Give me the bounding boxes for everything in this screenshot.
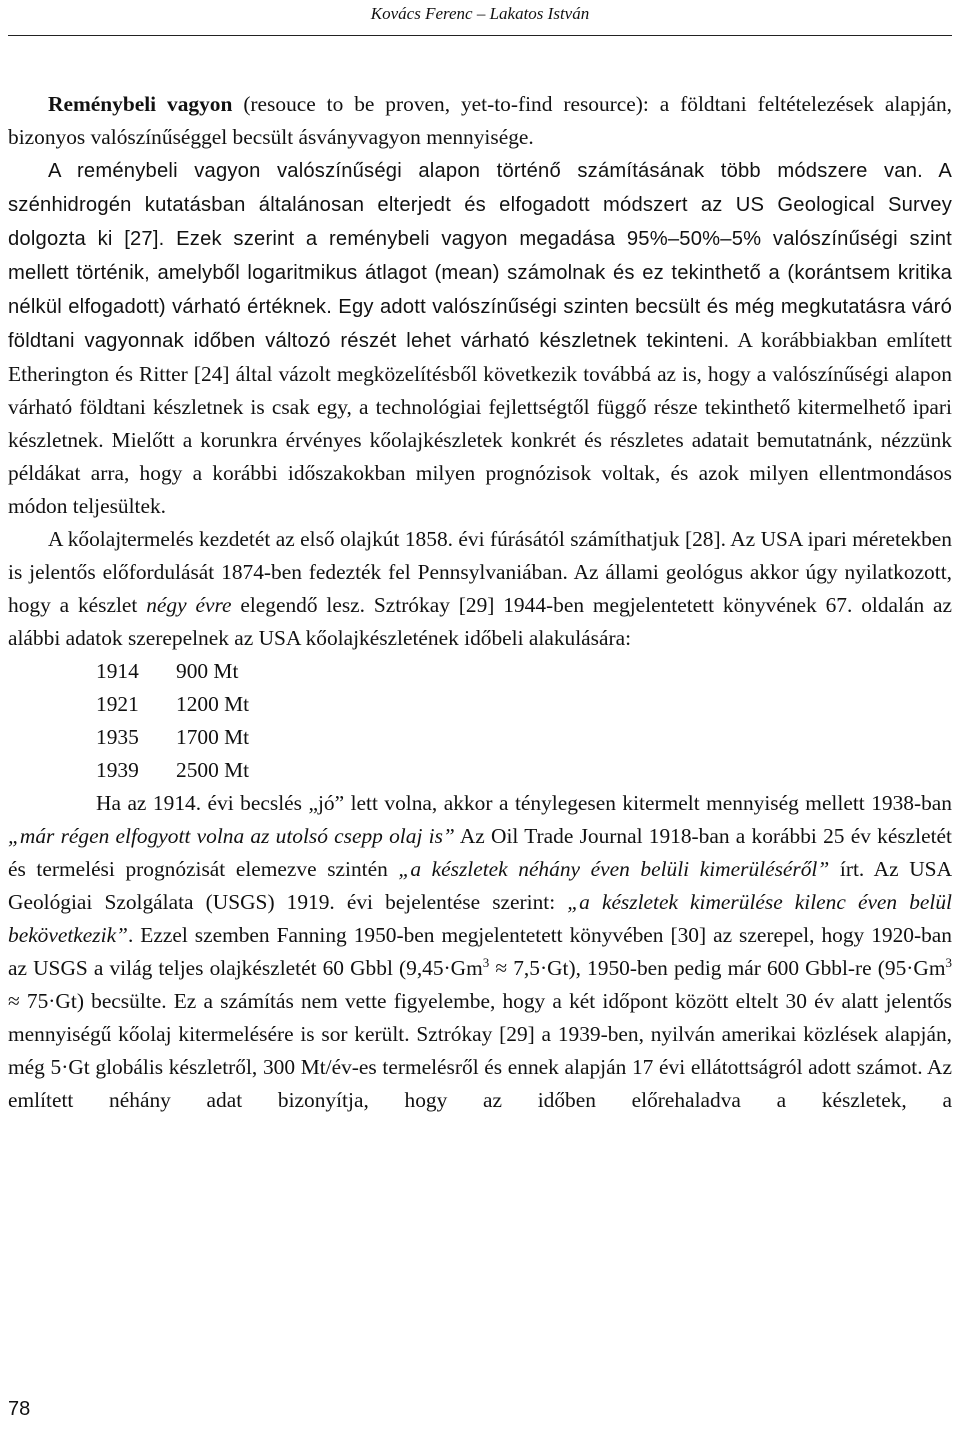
header-divider xyxy=(8,35,952,36)
reserve-value: 900 Mt xyxy=(176,659,239,683)
reserve-year: 1935 xyxy=(96,725,139,749)
reserve-year: 1914 xyxy=(96,659,139,683)
reserve-row xyxy=(96,721,952,754)
reserve-value: 2500 Mt xyxy=(176,758,250,782)
paragraph-forecasts xyxy=(8,787,952,1117)
reserve-year: 1921 xyxy=(96,692,139,716)
reserve-row xyxy=(96,655,952,688)
running-header: Kovács Ferenc – Lakatos István xyxy=(370,4,590,23)
page-number: 78 xyxy=(8,1398,31,1420)
forecast-quote-2: „a készletek néhány éven belüli kimerüléséről” xyxy=(398,857,830,881)
definition-text: (resouce to be proven, yet-to-find resource): a földtani feltételezések alapján, bizonyos valószínűséggel becsült ásványvagyon mennyisége. xyxy=(8,92,952,149)
reserve-value: 1700 Mt xyxy=(176,725,250,749)
forecast-text-e: ≈ 7,5·Gt), 1950-ben pedig már 600 Gbbl-re (95·Gm xyxy=(489,956,946,980)
paragraph-definition xyxy=(8,88,952,154)
reserve-year: 1939 xyxy=(96,758,139,782)
forecast-text-c: írt. Az USA Geológiai Szolgálata (USGS) 1919. évi bejelentése szerint: xyxy=(8,857,953,914)
paragraph-methods xyxy=(8,154,952,523)
reserve-value: 1200 Mt xyxy=(176,692,250,716)
reserve-row xyxy=(96,688,952,721)
reserve-table xyxy=(8,655,952,787)
history-text-a: A kőolajtermelés kezdetét az első olajkút 1858. évi fúrásától számíthatjuk [28]. Az USA ipari méretekben is jelentős előfordulását 1874-ben fedezték fel Pennsylvaniában. Az állami geológus akkor úgy nyilatkozott, hogy a készlet xyxy=(8,527,952,617)
paragraph-history xyxy=(8,523,952,655)
forecast-text-a: Ha az 1914. évi becslés „jó” lett volna, akkor a ténylegesen kitermelt mennyiség mellett 1938-ban xyxy=(96,791,952,815)
defined-term: Reménybeli vagyon xyxy=(48,92,233,116)
forecast-text-d: . Ezzel szemben Fanning 1950-ben megjelentetett könyvében [30] az szerepel, hogy 1920-ban az USGS a világ teljes olajkészletét 60 Gbbl (9,45·Gm xyxy=(8,923,952,980)
history-text-b: elegendő lesz. Sztrókay [29] 1944-ben megjelentetett könyvének 67. oldalán az alábbi adatok szerepelnek az USA kőolajkészletének időbeli alakulására: xyxy=(8,593,952,650)
reserve-row xyxy=(96,754,952,787)
forecast-text-f: ≈ 75·Gt) becsülte. Ez a számítás nem vette figyelembe, hogy a két időpont között eltelt 30 év alatt jelentős mennyiségű kőolaj kitermelésére is sor került. Sztrókay [29] a 1939-ben, nyilván amerikai közlések alapján, még 5·Gt globális készletről, 300 Mt/év-es termelésről és ennek alapján 17 évi ellátottságról adott számot. Az említett néhány adat bizonyítja, hogy az időben előrehaladva a készletek, a xyxy=(8,989,952,1112)
superscript-3: 3 xyxy=(945,955,952,970)
superscript-3: 3 xyxy=(482,955,490,970)
methods-text-serif: A korábbiakban említett Etherington és Ritter [24] által vázolt megközelítésből következik továbbá az is, hogy a valószínűségi alapon várható földtani készletnek is csak egy, a technológiai fejlettségtől függő része tekinthető kitermelhető ipari készletnek. Mielőtt a korunkra érvényes kőolajkészletek konkrét és részletes adatait bemutatnánk, nézzünk példákat arra, hogy a korábbi időszakokban milyen prognózisok voltak, és azok milyen ellentmondásos módon teljesültek. xyxy=(8,328,952,518)
page-body xyxy=(8,88,952,1117)
forecast-quote-1: „már régen elfogyott volna az utolsó csepp olaj is” xyxy=(8,824,455,848)
history-italic: négy évre xyxy=(146,593,232,617)
methods-text-sans: A reménybeli vagyon valószínűségi alapon történő számításának több módszere van. A szénhidrogén kutatásban általánosan elterjedt és elfogadott módszert az US Geological Survey dolgozta ki [27]. Ezek szerint a reménybeli vagyon megadása 95%–50%–5% valószínűségi szint mellett történik, amelyből logaritmikus átlagot (mean) számolnak és ez tekinthető a (korántsem kritika nélkül elfogadott) várható értéknek. Egy adott valószínűségi szinten becsült és még megkutatásra váró földtani vagyonnak időben változó részét lehet várható készletnek tekinteni. xyxy=(8,160,952,352)
forecast-quote-3: „a készletek kimerülése kilenc éven belül bekövetkezik” xyxy=(8,890,952,947)
forecast-text-b: Az Oil Trade Journal 1918-ban a korábbi 25 év készletét és termelési prognózisát elemezve szintén xyxy=(8,824,952,881)
